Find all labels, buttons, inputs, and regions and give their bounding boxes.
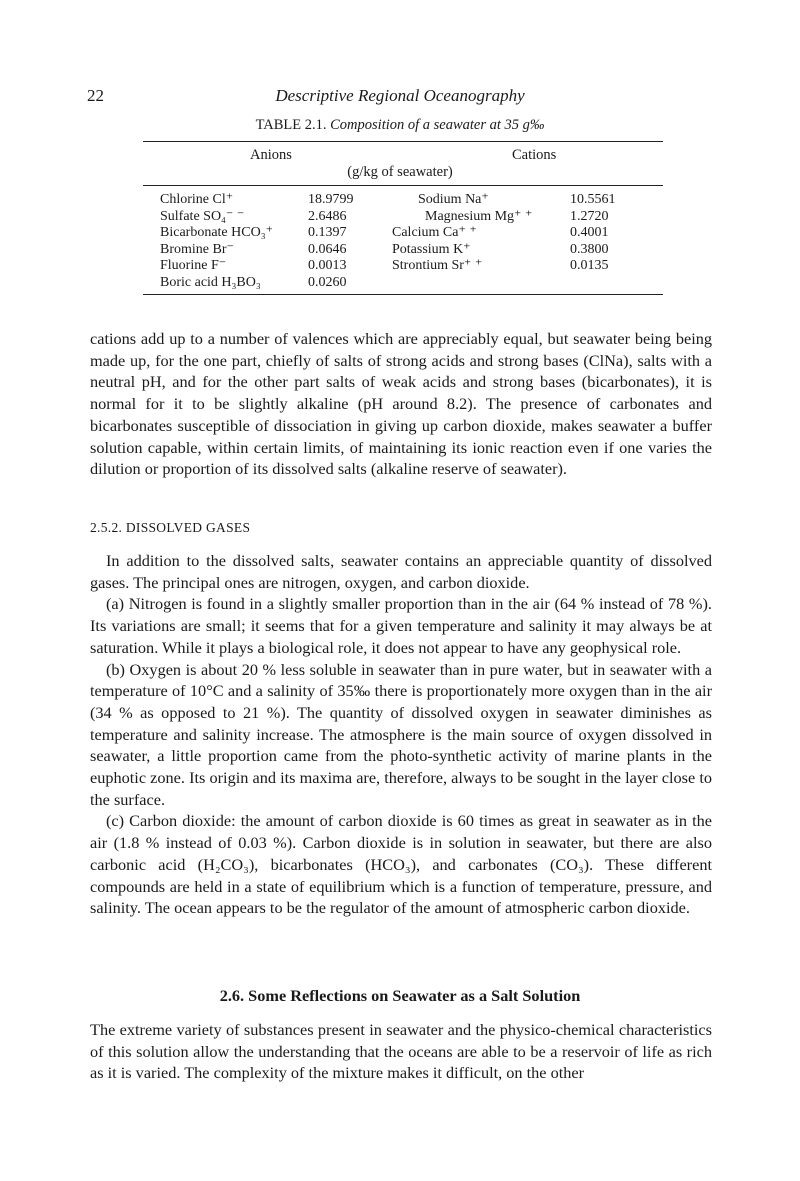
table-caption [0, 117, 800, 134]
table-row [160, 258, 660, 275]
table-row [160, 192, 660, 209]
paragraph-salt-solution: The extreme variety of substances present in seawater and the physico-chemical characteristics of this solution allow the understanding that the oceans are able to be a reservoir of life as rich as it is varied. The complexity of the mixture makes it difficult, on the other [90, 1020, 712, 1083]
cation-value: 10.5561 [570, 192, 616, 207]
paragraph-nitrogen: (a) Nitrogen is found in a slightly smaller proportion than in the air (64 % instead of 78 %). Its variations are small; it seems that for a given temperature and salinity it may always be at saturation. While it plays a biological role, it does not appear to have any geophysical role. [90, 594, 712, 657]
paragraph-buffer-solution: cations add up to a number of valences which are appreciably equal, but seawater being being made up, for the one part, chiefly of salts of strong acids and strong bases (ClNa), salts with a neutral pH, and for the other part salts of weak acids and strong bases (bicarbonates), it is normal for it to be slightly alkaline (pH around 8.2). The presence of carbonates and bicarbonates susceptible of dissociation in giving up carbon dioxide, makes seawater a buffer solution capable, within certain limits, of maintaining its ionic reaction even if one varies the dilution or proportion of its dissolved salts (alkaline reserve of seawater). [90, 329, 712, 479]
anion-value: 18.9799 [308, 192, 354, 207]
anion-name: Bromine Br⁻ [160, 241, 234, 257]
section-heading: 2.6. Some Reflections on Seawater as a Salt Solution [219, 986, 581, 1005]
anion-value: 0.0013 [308, 258, 347, 274]
cation-name: Magnesium Mg⁺ ⁺ [425, 208, 533, 224]
table-header-anions: Anions [250, 147, 292, 163]
cation-name: Strontium Sr⁺ ⁺ [392, 258, 483, 274]
anion-name: Boric acid H₃BO₃ [160, 274, 261, 290]
table-caption-label: TABLE 2.1. [255, 117, 327, 133]
cation-name: Potassium K⁺ [392, 241, 471, 257]
table-top-rule [143, 141, 663, 142]
anion-name: Bicarbonate HCO₃⁺ [160, 225, 273, 241]
anion-name: Chlorine Cl⁺ [160, 192, 234, 207]
cation-value: 0.3800 [570, 241, 609, 257]
anion-value: 0.1397 [308, 225, 347, 241]
anion-name: Sulfate SO₄⁻ ⁻ [160, 208, 245, 224]
cation-value: 0.0135 [570, 258, 609, 274]
cation-value: 0.4001 [570, 225, 609, 241]
table-row [160, 225, 660, 242]
table-caption-title: Composition of a seawater at 35 g‰ [330, 117, 545, 133]
table-row [160, 242, 660, 259]
cation-value: 1.2720 [570, 208, 609, 224]
table-row [160, 275, 660, 292]
table-unit-label: (g/kg of seawater) [347, 164, 453, 180]
paragraph-carbon-dioxide: (c) Carbon dioxide: the amount of carbon dioxide is 60 times as great in seawater as in the air (1.8 % instead of 0.03 %). Carbon dioxide is in solution in seawater, but there are also carbonic acid (H₂CO₃), bicarbonates (HCO₃), and carbonates (CO₃). These different compounds are held in a state of equilibrium which is a function of temperature, pressure, and salinity. The ocean appears to be the regulator of the amount of atmospheric carbon dioxide. [90, 811, 712, 918]
subsection-heading: 2.5.2. DISSOLVED GASES [90, 520, 251, 535]
table-header-cations: Cations [512, 147, 557, 163]
anion-value: 2.6486 [308, 208, 347, 224]
paragraph-gases-intro: In addition to the dissolved salts, seawater contains an appreciable quantity of dissolved gases. The principal ones are nitrogen, oxygen, and carbon dioxide. [90, 551, 712, 592]
running-title: Descriptive Regional Oceanography [275, 86, 525, 105]
anion-value: 0.0260 [308, 274, 347, 290]
page-number: 22 [87, 86, 104, 105]
anion-name: Fluorine F⁻ [160, 258, 227, 274]
composition-table [160, 192, 660, 292]
paragraph-oxygen: (b) Oxygen is about 20 % less soluble in seawater than in pure water, but in seawater with a temperature of 10°C and a salinity of 35‰ there is proportionately more oxygen than in the air (34 % as opposed to 21 %). The quantity of dissolved oxygen in seawater diminishes as temperature and salinity increase. The atmosphere is the main source of oxygen dissolved in seawater, a little proportion came from the photo-synthetic activity of marine plants in the euphotic zone. Its origin and its maxima are, therefore, always to be sought in the layer close to the surface. [90, 659, 712, 809]
anion-value: 0.0646 [308, 241, 347, 257]
cation-name: Sodium Na⁺ [418, 192, 489, 207]
cation-name: Calcium Ca⁺ ⁺ [392, 225, 477, 241]
table-header-rule [143, 185, 663, 186]
table-bottom-rule [143, 294, 663, 295]
dissolved-gases-text [90, 550, 712, 919]
table-row [160, 209, 660, 226]
